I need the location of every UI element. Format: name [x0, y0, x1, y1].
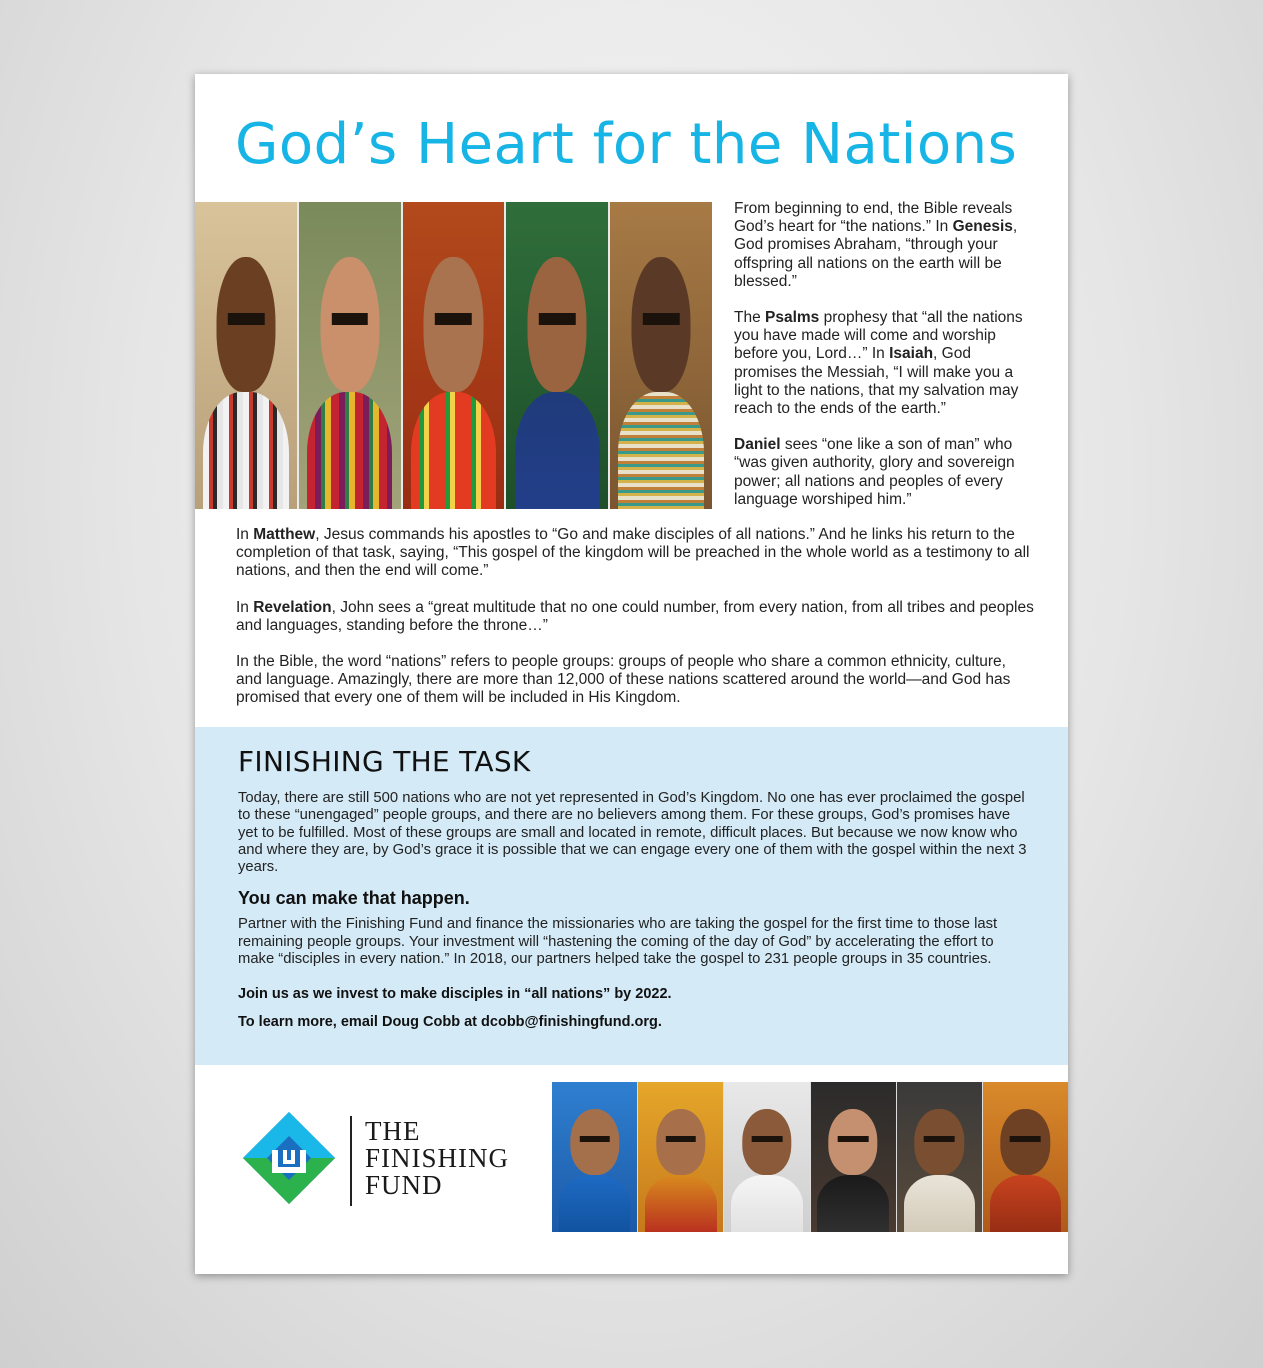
logo-line: FUND — [365, 1170, 443, 1200]
portrait-photo — [552, 1082, 637, 1232]
body-paragraph-revelation — [236, 599, 1036, 635]
text-run: , God promises the Messiah, “I will make you a light to the nations, that my salvation may reach to the ends of the earth.” — [734, 345, 1019, 418]
bold-term: Matthew — [253, 526, 316, 543]
portrait-photo — [983, 1082, 1068, 1232]
logo-line: FINISHING — [365, 1143, 509, 1173]
intro-paragraph-genesis — [734, 200, 1034, 291]
contact-line: To learn more, email Doug Cobb at dcobb@finishingfund.org. — [238, 1014, 662, 1031]
body-paragraph-nations — [236, 653, 1036, 708]
intro-paragraph-psalms — [734, 309, 1034, 418]
portrait-photo — [506, 202, 608, 509]
page-title: God’s Heart for the Nations — [235, 112, 1018, 177]
finishing-task-section — [195, 727, 1068, 1065]
body-column — [236, 526, 1036, 708]
bold-term: Isaiah — [889, 345, 934, 363]
text-run: In the Bible, the word “nations” refers to people groups: groups of people who share a common ethnicity, culture, and language. Amazingly, there are more than 12,000 of these nations scattered around the world—and God has promised that every one of them will be included in His Kingdom. — [236, 653, 1011, 707]
text-run: , Jesus commands his apostles to “Go and make disciples of all nations.” And he links his return to the completion of that task, saying, “This gospel of the kingdom will be preached in the whole world as a testimony to all nations, and then the end will come.” — [236, 526, 1030, 580]
logo-line: THE — [365, 1116, 421, 1146]
people-photo-strip-bottom — [552, 1082, 1068, 1232]
text-run: prophesy that “all the nations you have made will come and worship before you, Lord…” In — [734, 309, 1023, 363]
text-run: From beginning to end, the Bible reveals God’s heart for “the nations.” In — [734, 200, 1013, 236]
task-paragraph: Today, there are still 500 nations who are not yet represented in God’s Kingdom. No one has ever proclaimed the gospel to these “unengaged” people groups, and there are no believers among them. For these groups, God’s promises have yet to be fulfilled. Most of these groups are small and located in remote, difficult places. But because we now know who and where they are, by God’s grace it is possible that we can engage every one of them with the gospel within the next 3 years. — [238, 790, 1027, 876]
section-heading: FINISHING THE TASK — [238, 745, 531, 778]
portrait-photo — [403, 202, 505, 509]
portrait-photo — [811, 1082, 896, 1232]
people-photo-strip — [195, 202, 712, 509]
logo-divider — [350, 1116, 352, 1206]
flyer-page — [195, 74, 1068, 1274]
section-subheading: You can make that happen. — [238, 888, 470, 909]
partner-paragraph: Partner with the Finishing Fund and finance the missionaries who are taking the gospel for the first time to those last remaining people groups. Your investment will “hastening the coming of the day of God” by accelerating the effort to make “disciples in every nation.” In 2018, our partners helped take the gospel to 231 people groups in 35 countries. — [238, 916, 998, 968]
portrait-photo — [638, 1082, 723, 1232]
portrait-photo — [897, 1082, 982, 1232]
bold-term: Psalms — [765, 309, 820, 327]
logo-wordmark — [365, 1118, 565, 1199]
portrait-photo — [195, 202, 297, 509]
portrait-photo — [299, 202, 401, 509]
text-run: , God promises Abraham, “through your offspring all nations on the earth will be blessed.” — [734, 218, 1018, 290]
bold-term: Revelation — [253, 598, 332, 616]
finishing-fund-logo-icon — [241, 1110, 337, 1206]
portrait-photo — [610, 202, 712, 509]
call-to-action: Join us as we invest to make disciples in “all nations” by 2022. — [238, 986, 672, 1003]
text-run: sees “one like a son of man” who “was given authority, glory and sovereign power; all nations and peoples of every language worshiped him.” — [734, 436, 1015, 508]
text-run: In — [236, 526, 254, 543]
portrait-photo — [724, 1082, 809, 1232]
text-run: The — [734, 309, 766, 327]
text-run: , John sees a “great multitude that no one could number, from every nation, from all tribes and peoples and languages, standing before the throne…” — [236, 598, 1034, 634]
body-paragraph-matthew — [236, 526, 1036, 581]
bold-term: Genesis — [952, 218, 1013, 236]
intro-paragraph-daniel — [734, 436, 1034, 509]
intro-column — [734, 200, 1034, 509]
text-run: In — [236, 598, 254, 616]
bold-term: Daniel — [734, 436, 781, 454]
